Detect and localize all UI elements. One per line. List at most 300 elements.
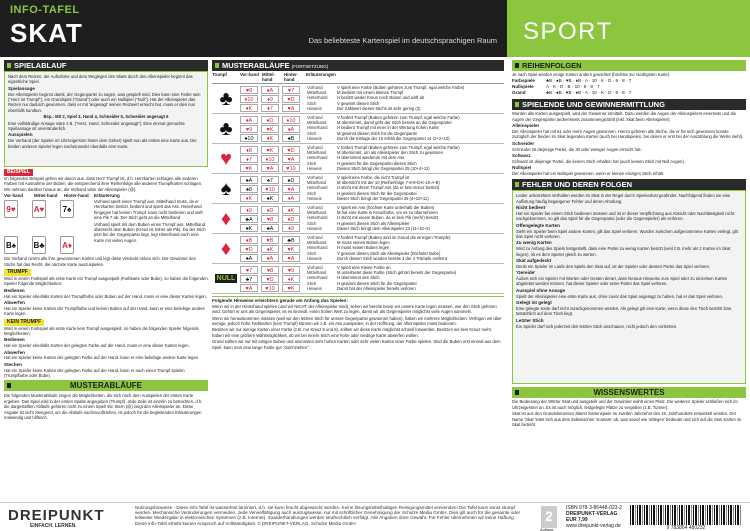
card-row bbox=[240, 86, 306, 94]
role-explanation: H übernimmt wiederum mit dem Ass bbox=[337, 155, 405, 161]
page-title: SKAT bbox=[10, 18, 83, 48]
card: ♠10 bbox=[240, 134, 258, 142]
rank-name: Farbspiele bbox=[512, 78, 535, 84]
role-label: Mittelhand bbox=[307, 210, 327, 216]
role-label: Stich bbox=[307, 280, 317, 286]
fehler-box bbox=[512, 190, 746, 384]
role-label: Stich bbox=[307, 220, 317, 226]
role-label: Vorhand bbox=[307, 85, 323, 90]
section-title-wissenswertes: WISSENSWERTES bbox=[512, 387, 746, 398]
role-explanation: H gewinnt diesen Stich für die Gegenpartei bbox=[337, 280, 417, 286]
kein-trumpf-tag: KEIN TRUMPF bbox=[4, 319, 44, 326]
fehler-item-heading: 'Gereide' bbox=[516, 270, 536, 276]
card-triple bbox=[240, 235, 306, 262]
header-erlaeuterung: Erläuterung bbox=[94, 193, 120, 199]
musterablaeufe-title: MUSTERABLÄUFE bbox=[222, 61, 290, 70]
rank-sequence: ♣B · ♠B · ♥B · ♦B · A · 10 · K · D · 9 · 8 · 7 bbox=[546, 90, 632, 96]
card: ♦A bbox=[261, 254, 279, 262]
publisher-name: DREIPUNKT-VERLAG bbox=[566, 511, 618, 517]
card: ♥A bbox=[282, 185, 300, 193]
column-middle bbox=[212, 60, 504, 351]
role-explanation: V fordert Trumpf (Buben gehören zum Trumpf, egal welche Farbe) bbox=[337, 145, 460, 150]
card: ♦A bbox=[240, 116, 258, 124]
spielende-alleinspieler-heading: Alleinspieler bbox=[512, 123, 540, 129]
spielablauf-box bbox=[4, 71, 208, 167]
role-explanation: V spielt eine Farbe (Buben gehören zum Trumpf, egal welche Farbe) bbox=[337, 85, 465, 90]
card: ♦A bbox=[261, 86, 279, 94]
card: ♥7 bbox=[282, 86, 300, 94]
card: ♦7 bbox=[240, 155, 258, 163]
beispiel-example bbox=[4, 193, 208, 256]
card-row bbox=[240, 254, 306, 262]
musterablaeufe-intro: Die folgenden Musterabläufe zeigen die Möglichkeiten, die sich nach dem Ausspielen der ersten Karte ergeben. Das Spiel wird in der ersten Spalte angegeben (Trumpf). Jede Zeile ist einzeln zu betrachten, d.h. die dargestellten Abläufe gehören nicht zu einem Spiel! Ein Stern (@) zeigt den Alleinspieler an. Diese Angabe ist nicht zwingend, um die Abläufe nachzuvollziehen, ist jedoch für die begleitenden Erläuterungen notwendig und hilfreich. bbox=[4, 393, 203, 421]
fehler-item-text: Ein Spieler darf sich jederzeit den letzten Stich anschauen, nicht jedoch den vorletzten. bbox=[516, 323, 678, 329]
header-title-area bbox=[0, 0, 507, 57]
category-label: SPORT bbox=[523, 18, 613, 45]
explanation-row bbox=[306, 196, 504, 201]
card-spade-jack: B♠ bbox=[4, 236, 18, 254]
explanation-row bbox=[306, 286, 504, 291]
card: ♦A bbox=[282, 125, 300, 133]
card: ♦10 bbox=[261, 155, 279, 163]
role-explanation: V spielt eine Farbe, die nicht Trumpf ist bbox=[337, 175, 410, 180]
role-label: Hinweis bbox=[307, 135, 322, 141]
card-heart-9: 9♥ bbox=[4, 200, 18, 218]
fehler-item-heading: Ausspiel ohne Ansage bbox=[516, 287, 566, 293]
card-row bbox=[240, 116, 306, 124]
hinweis-item: Wenn wir in der Hinterhand spielen (und wir NICHT der Alleinspieler sind), sehen wir bereits bevor wir unsere Karte legen müssen, wer den Stich gehören wird. Gehört er uns als Gegenspieler, ist es sinnvoll, einen hohen Wert zu legen, damit wir als Gegenspieler möglichst viele Augen sammeln. bbox=[212, 303, 497, 315]
role-label: Hinweis bbox=[307, 105, 322, 111]
header-mittelhand: Mittel-hand bbox=[34, 193, 58, 199]
explanation-row bbox=[306, 106, 504, 111]
wissenswertes-text: Die Bedeutung der Wörter Skat und ausgeteilt und der Gewinner wahlt einen Platz. Die weiteren Spieler schließen sich im Uhrzeigersinn an. Es ist auch möglich, festgelegte Plätze zu vergeben (z.B. Turnier). bbox=[512, 399, 738, 410]
column-left bbox=[4, 60, 208, 422]
series-label: INFO-TAFEL bbox=[10, 4, 80, 16]
card: ♠K bbox=[261, 194, 279, 202]
section-title-spielablauf: SPIELABLAUF bbox=[4, 60, 208, 71]
role-explanation: H sticht mit einem Buben, da er kein Pik (mehr) besitzt bbox=[337, 215, 439, 221]
card: ♦K bbox=[261, 134, 279, 142]
col-header-trumpf: Trumpf bbox=[212, 72, 227, 77]
card: ♦10 bbox=[240, 95, 258, 103]
card: ♣7 bbox=[240, 275, 258, 283]
card: ♦8 bbox=[240, 146, 258, 154]
edition-badge: 2 bbox=[541, 506, 557, 528]
fehler-item-heading: Zu wenig Karten bbox=[516, 240, 552, 246]
role-explanation: H übernimmt den Stich bbox=[337, 275, 380, 281]
col-header-erlaeuterungen: Erläuterungen bbox=[306, 72, 336, 77]
explanation-lines bbox=[306, 175, 504, 202]
role-label: Hinweis bbox=[307, 285, 322, 291]
trumpf-abwerfen-heading: Abwerfen bbox=[4, 300, 25, 306]
explanation-lines bbox=[306, 205, 504, 232]
card: ♥D bbox=[261, 275, 279, 283]
trumpf-bedienen-heading: Bedienen bbox=[4, 287, 25, 293]
card: ♥D bbox=[282, 146, 300, 154]
usage-disclaimer: Nutzungshinweise - Diese Info-Tafel ist wasserfest laminiert, d.h. sie kann feucht abgewischt werden. Keine lösungsmittelhaltigen Reinigungsmittel verwenden! Die Tafel kann sonst stumpf werden. Mechanische Veränderungen vermeiden. Jede Vervielfältigung auch auszugsweise, nur mit schriftlicher Genehmigung der Schulze Media GmbH. Dies gilt auch für die gesamte oder teilweise Wiedergabe in elektronischen Systemen (z.B. Internet). Zuwiderhandlungen werden strafrechtlich verfolgt. Alle Angaben ohne Gewähr. Für Fehler übernehmen wir keine Haftung. Diese Info-Tafel erhebt keinen Anspruch auf Vollständigkeit. © DREIPUNKT-VERLAG, Schulze Media GmbH bbox=[135, 505, 521, 526]
beispiel-cards bbox=[4, 193, 94, 256]
role-label: Mittelhand bbox=[307, 120, 327, 126]
publisher-logo: DREIPUNKT bbox=[8, 507, 105, 524]
card-triple bbox=[240, 205, 306, 232]
explanation-lines bbox=[306, 235, 504, 262]
card: ♥A bbox=[282, 155, 300, 163]
role-label: Vorhand bbox=[307, 145, 323, 150]
card: ♠A bbox=[261, 224, 279, 232]
explanation-lines bbox=[306, 145, 504, 172]
reihenfolgen-intro: Je nach Spiel werden einige Karten anders gewichtet (höchste zur niedrigsten Karte): bbox=[512, 72, 671, 77]
card-row bbox=[240, 275, 306, 283]
card: ♦7 bbox=[261, 104, 279, 112]
fehler-item-heading: Offengelegte Karten bbox=[516, 222, 560, 228]
spielende-intro: Wurden alle Karten ausgespielt, wird der Gewinner ermittelt. Dazu werden die Augen der Alleinspielers einerseits und die Augen der Gegenpartei andererseits zusammengezählt (inkl. Skat beim Alleinspieler). bbox=[512, 111, 737, 122]
role-label: Mittelhand bbox=[307, 180, 327, 186]
card: ♦K bbox=[261, 245, 279, 253]
card: ♣B bbox=[282, 236, 300, 244]
publisher-slogan: EINFACH. LERNEN. bbox=[30, 523, 77, 529]
card-row bbox=[240, 164, 306, 172]
role-explanation: M unterbietet diese Farbe (Stich gehört bereits der Gegenpartei) bbox=[337, 270, 457, 276]
footer bbox=[0, 502, 750, 531]
section-title-musterablaeufe bbox=[212, 60, 504, 71]
barcode-number: 9 783864 480232 bbox=[666, 525, 706, 531]
card: ♣A bbox=[240, 215, 258, 223]
trump-suit-label: ♣ bbox=[219, 117, 233, 140]
card-row bbox=[240, 215, 306, 223]
trump-suit-icon bbox=[212, 265, 240, 292]
trump-suit-icon bbox=[212, 175, 240, 202]
role-explanation: M gewinnt diesen Stich für die Gegenpartei bbox=[337, 130, 418, 136]
trumpf-bedienen-text: Hat ein Spieler ebenfalls Karten der Trumpffarbe oder Buben auf der Hand, muss er eine dieser Karten legen. bbox=[4, 293, 207, 299]
card: ♠A bbox=[240, 254, 258, 262]
trump-suit-icon bbox=[212, 235, 240, 262]
card: ♥10 bbox=[261, 185, 279, 193]
rank-grand bbox=[512, 90, 746, 96]
card-triple bbox=[240, 265, 306, 292]
role-explanation: Diesen Stich bringt der Gegenpartei 25 (10+4+11) bbox=[337, 165, 430, 171]
fehler-item-text: Eine gelegte Karte darf nicht zurückgenommen werden. Als gelegt gilt eine Karte, wenn diese den Tisch berührt bzw. tatsächlich auf dem Tisch liegt. bbox=[516, 305, 733, 317]
section-title-musterablaeufe-left: MUSTERABLÄUFE bbox=[4, 380, 208, 391]
role-label: Hinterhand bbox=[307, 125, 328, 131]
card: ♠D bbox=[282, 176, 300, 184]
edition-label: Auflage bbox=[540, 527, 554, 531]
card: ♥K bbox=[282, 245, 300, 253]
fehler-intro: Leider unkorrektes Verhalten werden im Skat in der Regel durch Spielverlust geahndet. Nachfolgend finden sie eine Auflistung häufig begangener Fehler und deren Ahndung. bbox=[516, 193, 731, 204]
role-label: Hinweis bbox=[307, 165, 322, 171]
trumpf-abwerfen-text: Hat ein Spieler keine Karten der Trumpffarbe und keinen Buben auf der Hand, kann er eine beliebige andere Karte legen. bbox=[4, 305, 205, 317]
card: ♥9 bbox=[240, 125, 258, 133]
beispiel-tag: BEISPIEL bbox=[4, 169, 33, 176]
trump-suit-icon bbox=[212, 115, 240, 142]
card: ♦10 bbox=[282, 116, 300, 124]
role-explanation: M übernimmt, damit geht der Stich bereits an die Gegenpartei bbox=[337, 120, 452, 126]
role-explanation: V fordert Trumpf (Buben gehören zum Trumpf, egal welche Farbe) bbox=[337, 115, 460, 120]
card: ♥7 bbox=[240, 266, 258, 274]
role-label: Stich bbox=[307, 190, 317, 196]
role-label: Vorhand bbox=[307, 205, 323, 210]
fehler-item-heading: Letzter Stich bbox=[516, 317, 544, 323]
card-diamond-ace: A♦ bbox=[60, 236, 74, 254]
card: ♦9 bbox=[261, 95, 279, 103]
card: ♥D bbox=[282, 95, 300, 103]
card: ♦D bbox=[282, 215, 300, 223]
trump-suit-label: NULL bbox=[216, 275, 236, 282]
card: ♥K bbox=[261, 125, 279, 133]
explanation-row bbox=[306, 136, 504, 141]
card-row bbox=[240, 236, 306, 244]
role-explanation: V spielt eine Kleine Farbe an bbox=[337, 265, 391, 270]
musterablaeufe-list bbox=[212, 84, 504, 294]
muster-group bbox=[212, 144, 504, 174]
card-club-jack: B♣ bbox=[32, 236, 46, 254]
role-explanation: H bedient Trumpf mit einer in der Wertung hohen Karte bbox=[337, 125, 439, 131]
card-triple bbox=[240, 175, 306, 202]
kein-trumpf-stechen-text: Hat ein Spieler keine Karten der gelegten Farbe auf der Hand, kann er auch einen Trumpf spielen (Trumpffarbe oder Bube). bbox=[4, 367, 185, 379]
fehler-item-text: Äußert sich ein Spieler mit Worten oder Gesten derart, dass hieraus Hinweise zum Spiel oder zu einzelnen Karten abgeleitet werden können, hat dieser Spieler oder seine Partei das Spiel verloren. bbox=[516, 276, 728, 287]
card: ♥K bbox=[240, 164, 258, 172]
kein-trumpf-bedienen-text: Hat ein Spieler ebenfalls Karten der gelegten Farbe auf der Hand, muss er eine dieser Karten legen. bbox=[4, 343, 190, 349]
spielende-nullspiel-heading: Nullspiel bbox=[512, 165, 532, 171]
card-spade-7: 7♠ bbox=[60, 200, 74, 218]
card-row bbox=[240, 266, 306, 274]
card: ♦K bbox=[282, 206, 300, 214]
role-label: Stich bbox=[307, 100, 317, 106]
card: ♦9 bbox=[282, 224, 300, 232]
card-row bbox=[240, 155, 306, 163]
role-explanation: Damit hat der Alleinspieler bereits verloren bbox=[337, 285, 416, 291]
role-label: Mittelhand bbox=[307, 270, 327, 276]
kein-trumpf-abwerfen-text: Hat ein Spieler keine Karten der gelegten Farbe auf der Hand, kann er eine beliebige andere Karte legen. bbox=[4, 355, 200, 361]
card: ♥10 bbox=[282, 164, 300, 172]
role-explanation: V spielt ein Ass (höchste Karte unterhalb der Buben) bbox=[337, 205, 435, 210]
trump-suit-label: ♣ bbox=[219, 87, 233, 110]
tagline: Das beliebteste Kartenspiel im deutschsprachigen Raum bbox=[308, 36, 497, 45]
beispiel-section bbox=[4, 169, 208, 267]
muster-group bbox=[212, 84, 504, 114]
card: ♠B bbox=[282, 134, 300, 142]
role-label: Mittelhand bbox=[307, 90, 327, 96]
hinweis-item: Besitzen wir nur wenige Karten einer Farbe (z.B. nur Kreuz 9 und 8), sollten wir diese Karte möglichst schnell loswerden. Besitzen wir kein Kreuz mehr, haben wir eine größere Wahlmöglichkeit, ob wir bei einem Stich eine hohe oder niedrige Karte abwerfen wollen. bbox=[212, 327, 492, 338]
role-explanation: M bedient mit einem kleinen Trumpf bbox=[337, 90, 404, 96]
card: ♥B bbox=[261, 236, 279, 244]
kein-trumpf-text: Wird in einem Farbspiel als erste Karte kein Trumpf ausgespielt, so haben die folgenden Spieler folgende Möglichkeiten: bbox=[4, 325, 199, 337]
musterablaeufe-header bbox=[212, 71, 504, 84]
card: ♦K bbox=[240, 194, 258, 202]
role-explanation: H gewinnt diesen Stich als Alleinspieler bbox=[337, 220, 410, 226]
role-label: Stich bbox=[307, 250, 317, 256]
card: ♠7 bbox=[261, 176, 279, 184]
card: ♦K bbox=[282, 275, 300, 283]
spielende-nullspiel-text: Der Alleinspieler hat ein Nullspiel gewonnen, wenn er keinen einzigen Stich erhält. bbox=[512, 171, 665, 177]
card-triple bbox=[240, 145, 306, 172]
muster-group bbox=[212, 174, 504, 204]
card: ♠8 bbox=[240, 185, 258, 193]
trump-suit-icon bbox=[212, 85, 240, 112]
wissenswertes-text-2: Skat ist aus den Grundelementen älterer Kartenspiele im zweiten Jahrzehnt des 19. Jahrhunderts entwickelt worden. Der Name 'Skat' leitet sich aus dem italienischen 'scartare' ab, was soviel wie 'ablegen' bedeutet und sich auf die zwei Karten im Skat bezieht. bbox=[512, 411, 742, 428]
role-explanation: H besitzt weder Kreuz noch Buben und wirft ab bbox=[337, 95, 425, 101]
section-title-fehler: FEHLER UND DEREN FOLGEN bbox=[512, 179, 746, 190]
role-explanation: V fordert Trumpf (Buben sind im Grand die einzigen Trümpfe) bbox=[337, 235, 451, 240]
fehler-item-text: Spielt der Alleinspieler eine erste Karte aus, ohne zuvor das Spiel angesagt zu haben, hat er das Spiel verloren. bbox=[516, 293, 723, 299]
role-explanation: M übernimmt, um als Alleinspieler den Stich zu gewinnen bbox=[337, 150, 443, 156]
card: ♥8 bbox=[240, 86, 258, 94]
card-row bbox=[240, 185, 306, 193]
category-area bbox=[507, 0, 750, 57]
fehler-item-heading: Nicht bedient bbox=[516, 205, 546, 211]
card-row bbox=[240, 95, 306, 103]
role-explanation: Durch die Einlage der 10 erhält die Gegenpartei 14 (2+2+10) bbox=[337, 135, 450, 141]
card: ♥K bbox=[282, 284, 300, 292]
spielende-schneider-text: Schneider ist diejenige Partei, die 30 oder weniger Augen erreicht hat. bbox=[512, 146, 642, 152]
card: ♥D bbox=[240, 245, 258, 253]
trumpf-section bbox=[4, 269, 208, 317]
musterablaeufe-subtitle: (FORTSETZUNG) bbox=[291, 64, 329, 69]
role-explanation: H gewinnt für die Gegenpartei diesen Stich bbox=[337, 160, 417, 166]
card: ♦9 bbox=[240, 206, 258, 214]
hinweise-title: Folgende Hinweise erleichtern gerade am Anfang das Spielen: bbox=[212, 298, 348, 303]
rank-sequence: A · K · D · B · 10 · 9 · 8 · 7 bbox=[546, 84, 600, 90]
rank-name: Nullspiele bbox=[512, 84, 534, 90]
role-explanation: H sticht mit ihrem Trumpf Ass (da er kein Kreuz besitzt) bbox=[337, 185, 440, 191]
trumpf-text: Wird in einem Farbspiel als erste Karte ein Trumpf ausgespielt (Farbkarte oder Bube), so haben die folgenden Spieler folgende Möglichkeiten: bbox=[4, 276, 208, 287]
fehler-item-text: Wird zu Anfang des Spiels festgestellt, dass eine Partei zu wenig Karten besitzt (weil z.B. mehr als 2 Karten im Skat liegen), ist es dem Spieler gleich zu werten. bbox=[516, 246, 731, 257]
column-right bbox=[512, 60, 746, 428]
kein-trumpf-stechen-heading: Stechen bbox=[4, 361, 22, 367]
spielansage-example: Bsp.: Mit 2, Spiel 3, Hand 4, Schneider 5, Schneider angesagt 6 bbox=[43, 114, 169, 120]
muster-group bbox=[212, 264, 504, 294]
barcode bbox=[630, 505, 742, 525]
role-label: Stich bbox=[307, 130, 317, 136]
explanation-row bbox=[306, 226, 504, 231]
muster-group bbox=[212, 234, 504, 264]
card: ♥8 bbox=[261, 266, 279, 274]
role-explanation: Durch diesen Stich wurden bereits 3 der 4 Trümpfe entfernt bbox=[337, 255, 447, 261]
role-label: Hinweis bbox=[307, 225, 322, 231]
role-label: Hinterhand bbox=[307, 185, 328, 191]
card: ♥9 bbox=[282, 266, 300, 274]
card-row bbox=[240, 284, 306, 292]
role-explanation: Der Zählwert dieses Stichs ist sehr gering (2) bbox=[337, 105, 421, 111]
fehler-item-text: Sieht ein Spieler beim Spiel andere Karten, gilt das Spiel verloren. Wurden zwischen aufgenommene Karten verlegt, gilt das Spiel nicht verloren. bbox=[516, 228, 738, 240]
explanation-row bbox=[306, 256, 504, 261]
trump-suit-label: ♠ bbox=[220, 177, 232, 200]
fehler-item-heading: Skat aufgedeckt bbox=[516, 258, 552, 264]
role-label: Hinterhand bbox=[307, 95, 328, 101]
card: ♠K bbox=[240, 224, 258, 232]
role-explanation: M hat eine Karte in Kreuzfarbe, um es zu übernehmen bbox=[337, 210, 438, 216]
trump-suit-label: ♦ bbox=[220, 237, 232, 260]
spielablauf-intro: Nach dem Reizen, der Aufnahme und dem Weglegen des Skats durch den Alleinspieler beginnt das eigentliche Spiel. bbox=[8, 74, 193, 85]
card-row bbox=[240, 104, 306, 112]
role-label: Hinweis bbox=[307, 255, 322, 261]
card-row bbox=[240, 176, 306, 184]
role-explanation: H gewinnt diesen Stich für die Gegenpartei bbox=[337, 190, 417, 196]
role-label: Hinterhand bbox=[307, 245, 328, 251]
hinweis-item: Grand sollten wir nur mit einigen Buben und ansonsten sehr hohen Karten oder sehr vielen Karten einer Farbe spielen. Sind die Buben erst einmal aus dem Spiel, kann man eine lange Farbe gut "durchziehen". bbox=[212, 339, 501, 350]
spielansage-text: Der Alleinspieler beginnt damit, der Gegenpartei zu sagen, was gespielt wird. Dies kann eine Farbe sein ("Herz ist Trumpf"), ein Grandspiel ("Grand") oder auch ein Nullspiel ("Null"). Hat der Alleinspieler das Reizen nur dadurch gewonnen, dass er mit 'angesagt' seinen Reizwert erreicht hat, muss er dies nun ebenfalls kundtun. bbox=[8, 91, 201, 113]
spielende-alleinspieler-text: Der Alleinspieler hat mit 61 oder mehr Augen gewonnen. Hierzu gehören alle Stiche, die er für sich gewonnen konnte zuzüglich der beiden im Skat liegenden Karten (auch bei Handspielen, bei denen er erst bei der Auszählung die Werte sieht). bbox=[512, 129, 744, 140]
card-row bbox=[240, 194, 306, 202]
role-label: Vorhand bbox=[307, 235, 323, 240]
card: ♦A bbox=[282, 194, 300, 202]
muster-group bbox=[212, 114, 504, 144]
card: ♥10 bbox=[261, 284, 279, 292]
spielansage-example-note: Eine vollständige Ansage wäre z.B. ("Herz, Hand, Schneider angesagt"). Eine einmal gemachte Spielansage ist unveränderlich. bbox=[8, 120, 185, 132]
explanation-row bbox=[306, 166, 504, 171]
trump-suit-label: ♥ bbox=[220, 147, 232, 170]
role-label: Vorhand bbox=[307, 175, 323, 180]
role-explanation: V gewinnt diesen Stich als Alleinspieler (höchster Bube) bbox=[337, 250, 441, 256]
card: ♥A bbox=[240, 284, 258, 292]
role-label: Stich bbox=[307, 160, 317, 166]
role-explanation: M muss seinen Buben legen bbox=[337, 240, 390, 246]
role-label: Vorhand bbox=[307, 115, 323, 120]
kein-trumpf-abwerfen-heading: Abwerfen bbox=[4, 349, 25, 355]
role-label: Hinterhand bbox=[307, 275, 328, 281]
header-hinterhand: Hinter-hand bbox=[64, 193, 89, 199]
trump-suit-label: ♦ bbox=[220, 207, 232, 230]
role-explanation: M übersticht mit der 10 (Reihenfolge 7-8-9-D-K-10-A-B) bbox=[337, 180, 440, 186]
role-explanation: Dieser Stich bringt dem Alleinspieler 23 (11+10+2) bbox=[337, 225, 431, 231]
isbn-block bbox=[566, 505, 622, 529]
role-explanation: Dieser Stich bringt der Gegenpartei 25 (4+10+11) bbox=[337, 195, 429, 201]
explanation-lines bbox=[306, 115, 504, 142]
muster-group bbox=[212, 204, 504, 234]
card: ♥K bbox=[261, 146, 279, 154]
explanation-lines bbox=[306, 85, 504, 112]
trumpf-tag: TRUMPF bbox=[4, 269, 31, 276]
col-header-mittelhand: Mittel-hand bbox=[262, 72, 275, 82]
card-row bbox=[240, 146, 306, 154]
fehler-item-heading: Gelegt ist gelegt bbox=[516, 300, 552, 306]
card: ♦K bbox=[240, 104, 258, 112]
role-label: Hinweis bbox=[307, 195, 322, 201]
card-triple bbox=[240, 115, 306, 142]
ausspielen-heading: Ausspielen bbox=[8, 132, 33, 138]
role-explanation: V gewinnt diesen Stich bbox=[337, 100, 380, 106]
hinweis-item: Wenn wir herauskommen müssen (weil wir den letzten Stich für unsere Gegenpartei gewonnen haben), haben wir mehrere Möglichkeiten: Verfügen wir über wenige, jedoch hohe Farbkarten (kein Trumpf) können wir z.B. ein Ass ausspielen, in der Hoffnung, der Alleinspieler muss bedienen. bbox=[212, 315, 502, 327]
role-label: Mittelhand bbox=[307, 150, 327, 156]
header bbox=[0, 0, 750, 57]
card: ♥8 bbox=[261, 215, 279, 223]
role-label: Mittelhand bbox=[307, 240, 327, 246]
kein-trumpf-bedienen-heading: Bedienen bbox=[4, 337, 25, 343]
role-label: Hinterhand bbox=[307, 215, 328, 221]
ausspielen-text: Die Vorhand (der Spieler im Uhrzeigersinn hinter dem Geber) spielt nun als erstes eine Karte aus. Die beiden anderen Spieler legen nacheinander ebenfalls eine Karte. bbox=[8, 138, 197, 149]
price: EUR 7,99 bbox=[566, 517, 588, 523]
card-row bbox=[240, 134, 306, 142]
card: ♦D bbox=[261, 206, 279, 214]
col-header-vorhand: Vor-hand bbox=[240, 72, 259, 77]
role-explanation: H muss seinen Buben legen bbox=[337, 245, 390, 251]
spielende-schneider-heading: Schneider bbox=[512, 140, 535, 146]
rank-sequence: ♣B · ♠B · ♥B · ♦B · A · 10 · K · D · 9 · 8 · 7 bbox=[546, 78, 632, 84]
spielansage-heading: Spielansage bbox=[8, 85, 35, 91]
publisher-website: www.dreipunkt-verlag.de bbox=[566, 523, 621, 529]
card-row bbox=[240, 206, 306, 214]
card-row bbox=[240, 224, 306, 232]
section-title-spielende: SPIELENDE UND GEWINNERMITTLUNG bbox=[512, 99, 746, 110]
fehler-item-text: Hat ein Spieler bei einem Stich bedienen müssen und ist er dieser Verpflichtung aus Absicht oder Nachlässigkeit nicht nachgekommen, so gilt das Spiel für die Gegenpartei (oder die Gegenspieler) als verloren. bbox=[516, 211, 735, 222]
card-triple bbox=[240, 85, 306, 112]
header-vorhand: Vor-hand bbox=[4, 193, 23, 199]
trump-suit-icon bbox=[212, 145, 240, 172]
beispiel-erlaeuterung-1: Vorhand spielt einen Trumpf aus. Mittelhand muss, da er Herzkarten besitzt, bedient und spielt das Ass. Hinterhand hingegen hat keinen Trumpf, kann nicht bedienen und wirft eine Pik 7 ab. Der Stich geht an die Mittelhand. bbox=[94, 199, 203, 221]
col-header-hinterhand: Hinter-hand bbox=[284, 72, 299, 82]
isbn: ISBN 978-3-86448-023-2 bbox=[566, 505, 622, 511]
beispiel-erlaeuterung-2: Vorhand spielt mit dem Buben einen Trumpf aus. Mittelhand übersticht dem Buben (Kreuz ist höher als Pik). Da der Stich jetzt bei der Gegenpartei liegt, legt Hinterhand noch eine Karte mit vielen Augen. bbox=[94, 221, 206, 243]
card-heart-ace: A♥ bbox=[32, 200, 46, 218]
